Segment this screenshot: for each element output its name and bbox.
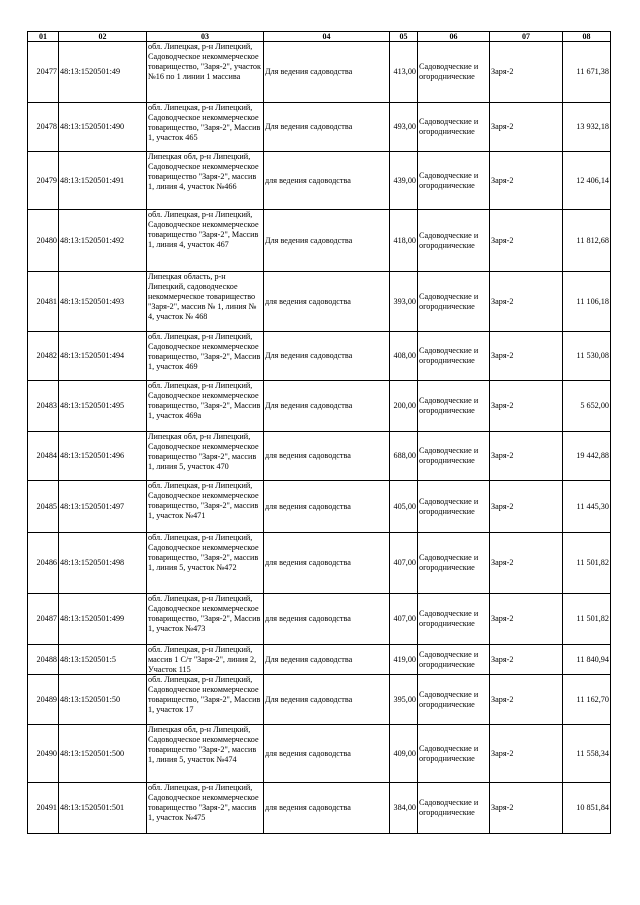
cell-permitted-use: Для ведения садоводства xyxy=(264,210,390,272)
cell-permitted-use: Для ведения садоводства xyxy=(264,103,390,152)
table-row xyxy=(28,210,611,272)
cell-partnership-name: Заря-2 xyxy=(490,783,563,834)
cell-cadastral-value: 11 840,94 xyxy=(563,645,611,675)
cell-permitted-use: Для ведения садоводства xyxy=(264,645,390,675)
cell-partnership-name: Заря-2 xyxy=(490,725,563,783)
table-row xyxy=(28,783,611,834)
cell-land-category: Садоводческие и огороднические xyxy=(418,481,490,533)
cell-area: 407,00 xyxy=(390,533,418,594)
cell-land-category: Садоводческие и огороднические xyxy=(418,332,490,381)
cell-permitted-use: для ведения садоводства xyxy=(264,533,390,594)
cell-land-category: Садоводческие и огороднические xyxy=(418,432,490,481)
table-row xyxy=(28,432,611,481)
cell-land-category: Садоводческие и огороднические xyxy=(418,272,490,332)
cell-permitted-use: для ведения садоводства xyxy=(264,594,390,645)
col-header-07: 07 xyxy=(490,32,563,42)
cell-land-category: Садоводческие и огороднические xyxy=(418,594,490,645)
table-row xyxy=(28,152,611,210)
cell-cadastral-number: 48:13:1520501:501 xyxy=(59,783,147,834)
col-header-06: 06 xyxy=(418,32,490,42)
cell-partnership-name: Заря-2 xyxy=(490,381,563,432)
cell-permitted-use: для ведения садоводства xyxy=(264,152,390,210)
cell-area: 405,00 xyxy=(390,481,418,533)
cell-permitted-use: Для ведения садоводства xyxy=(264,675,390,725)
cell-address: обл. Липецкая, р-н Липецкий, Садоводческое некоммерческое товарищество "Заря-2", массив 1, участок №475 xyxy=(147,783,264,834)
cell-cadastral-number: 48:13:1520501:490 xyxy=(59,103,147,152)
cell-partnership-name: Заря-2 xyxy=(490,533,563,594)
cell-address: обл. Липецкая, р-н Липецкий, массив 1 С/т "Заря-2", линия 2, Участок 115 xyxy=(147,645,264,675)
cell-cadastral-number: 48:13:1520501:497 xyxy=(59,481,147,533)
cell-area: 200,00 xyxy=(390,381,418,432)
cell-cadastral-value: 12 406,14 xyxy=(563,152,611,210)
cell-row-number: 20482 xyxy=(28,332,59,381)
col-header-08: 08 xyxy=(563,32,611,42)
cell-partnership-name: Заря-2 xyxy=(490,594,563,645)
cell-permitted-use: Для ведения садоводства xyxy=(264,381,390,432)
cell-row-number: 20484 xyxy=(28,432,59,481)
cell-permitted-use: для ведения садоводства xyxy=(264,725,390,783)
cell-address: обл. Липецкая, р-н Липецкий, Садоводческое некоммерческое товарищество, "Заря-2", Массив 1, участок №473 xyxy=(147,594,264,645)
cell-address: обл. Липецкая, р-н Липецкий, Садоводческое некоммерческое товарищество, "Заря-2", Массив 1, участок 469а xyxy=(147,381,264,432)
table-row xyxy=(28,332,611,381)
table-row xyxy=(28,533,611,594)
cell-permitted-use: для ведения садоводства xyxy=(264,783,390,834)
col-header-02: 02 xyxy=(59,32,147,42)
cell-cadastral-value: 11 501,82 xyxy=(563,594,611,645)
cell-address: обл. Липецкая, р-н Липецкий, Садоводческое некоммерческое товарищество, "Заря-2", Массив 1, участок 465 xyxy=(147,103,264,152)
table-row xyxy=(28,594,611,645)
cell-row-number: 20481 xyxy=(28,272,59,332)
cell-cadastral-value: 11 671,38 xyxy=(563,42,611,103)
col-header-01: 01 xyxy=(28,32,59,42)
cell-row-number: 20477 xyxy=(28,42,59,103)
cell-cadastral-value: 11 162,70 xyxy=(563,675,611,725)
col-header-04: 04 xyxy=(264,32,390,42)
table-row xyxy=(28,725,611,783)
cell-land-category: Садоводческие и огороднические xyxy=(418,725,490,783)
cell-cadastral-number: 48:13:1520501:500 xyxy=(59,725,147,783)
cell-row-number: 20479 xyxy=(28,152,59,210)
cell-address: обл. Липецкая, р-н Липецкий, Садоводческое некоммерческое товарищество, "Заря-2", массив 1, участок №471 xyxy=(147,481,264,533)
cell-area: 393,00 xyxy=(390,272,418,332)
cell-cadastral-value: 11 812,68 xyxy=(563,210,611,272)
col-header-03: 03 xyxy=(147,32,264,42)
cell-cadastral-number: 48:13:1520501:49 xyxy=(59,42,147,103)
header-row xyxy=(28,32,611,42)
cell-address: Липецкая обл, р-н Липецкий, Садоводческое некоммерческое товарищество "Заря-2", массив 1, линия 5, участок 470 xyxy=(147,432,264,481)
cell-row-number: 20486 xyxy=(28,533,59,594)
table-row xyxy=(28,645,611,675)
cell-land-category: Садоводческие и огороднические xyxy=(418,783,490,834)
cell-land-category: Садоводческие и огороднические xyxy=(418,152,490,210)
table-row xyxy=(28,103,611,152)
cell-partnership-name: Заря-2 xyxy=(490,675,563,725)
cell-partnership-name: Заря-2 xyxy=(490,481,563,533)
cell-cadastral-number: 48:13:1520501:50 xyxy=(59,675,147,725)
cell-cadastral-value: 11 106,18 xyxy=(563,272,611,332)
cell-address: Липецкая обл, р-н Липецкий, Садоводческое некоммерческое товарищество "Заря-2", массив 1, линия 5, участок №474 xyxy=(147,725,264,783)
cell-partnership-name: Заря-2 xyxy=(490,432,563,481)
cell-row-number: 20490 xyxy=(28,725,59,783)
cell-permitted-use: для ведения садоводства xyxy=(264,272,390,332)
cell-permitted-use: для ведения садоводства xyxy=(264,481,390,533)
cell-cadastral-number: 48:13:1520501:498 xyxy=(59,533,147,594)
cell-permitted-use: Для ведения садоводства xyxy=(264,332,390,381)
cell-land-category: Садоводческие и огороднические xyxy=(418,210,490,272)
cell-area: 413,00 xyxy=(390,42,418,103)
cell-area: 395,00 xyxy=(390,675,418,725)
cell-cadastral-value: 11 445,30 xyxy=(563,481,611,533)
cell-address: обл. Липецкая, р-н Липецкий, Садоводческое некоммерческое товарищество, "Заря-2", Массив 1, участок 469 xyxy=(147,332,264,381)
cell-area: 493,00 xyxy=(390,103,418,152)
cell-cadastral-value: 10 851,84 xyxy=(563,783,611,834)
table-row xyxy=(28,42,611,103)
cell-cadastral-value: 19 442,88 xyxy=(563,432,611,481)
cell-cadastral-number: 48:13:1520501:496 xyxy=(59,432,147,481)
cell-cadastral-number: 48:13:1520501:494 xyxy=(59,332,147,381)
cell-area: 407,00 xyxy=(390,594,418,645)
cell-partnership-name: Заря-2 xyxy=(490,42,563,103)
cell-cadastral-value: 5 652,00 xyxy=(563,381,611,432)
table-row xyxy=(28,675,611,725)
cell-land-category: Садоводческие и огороднические xyxy=(418,645,490,675)
cell-partnership-name: Заря-2 xyxy=(490,210,563,272)
cell-row-number: 20483 xyxy=(28,381,59,432)
cell-partnership-name: Заря-2 xyxy=(490,272,563,332)
cell-address: обл. Липецкая, р-н Липецкий, Садоводческое некоммерческое товарищество, "Заря-2", Массив 1, участок 17 xyxy=(147,675,264,725)
cell-cadastral-value: 13 932,18 xyxy=(563,103,611,152)
cell-land-category: Садоводческие и огороднические xyxy=(418,381,490,432)
table-row xyxy=(28,272,611,332)
cell-land-category: Садоводческие и огороднические xyxy=(418,675,490,725)
table-body xyxy=(28,42,611,834)
cell-area: 688,00 xyxy=(390,432,418,481)
table-row xyxy=(28,381,611,432)
table-row xyxy=(28,481,611,533)
cell-row-number: 20480 xyxy=(28,210,59,272)
cell-permitted-use: для ведения садоводства xyxy=(264,432,390,481)
cell-address: Липецкая область, р-н Липецкий, садоводческое некоммерческое товарищество "Заря-2", массив № 1, линия № 4, участок № 468 xyxy=(147,272,264,332)
cell-row-number: 20485 xyxy=(28,481,59,533)
cell-land-category: Садоводческие и огороднические xyxy=(418,42,490,103)
cell-cadastral-number: 48:13:1520501:499 xyxy=(59,594,147,645)
land-registry-table xyxy=(27,31,611,834)
cell-land-category: Садоводческие и огороднические xyxy=(418,533,490,594)
cell-address: обл. Липецкая, р-н Липецкий, Садоводческое некоммерческое товарищество "Заря-2", Массив 1, линия 4, участок 467 xyxy=(147,210,264,272)
cell-row-number: 20489 xyxy=(28,675,59,725)
cell-permitted-use: Для ведения садоводства xyxy=(264,42,390,103)
cell-cadastral-number: 48:13:1520501:5 xyxy=(59,645,147,675)
cell-row-number: 20491 xyxy=(28,783,59,834)
cell-cadastral-number: 48:13:1520501:492 xyxy=(59,210,147,272)
cell-address: обл. Липецкая, р-н Липецкий, Садоводческое некоммерческое товарищество, "Заря-2", массив 1, линия 5, участок №472 xyxy=(147,533,264,594)
cell-row-number: 20487 xyxy=(28,594,59,645)
cell-cadastral-value: 11 530,08 xyxy=(563,332,611,381)
cell-cadastral-number: 48:13:1520501:495 xyxy=(59,381,147,432)
cell-row-number: 20488 xyxy=(28,645,59,675)
col-header-05: 05 xyxy=(390,32,418,42)
cell-cadastral-number: 48:13:1520501:493 xyxy=(59,272,147,332)
cell-address: Липецкая обл, р-н Липецкий, Садоводческое некоммерческое товарищество "Заря-2", массив 1, линия 4, участок №466 xyxy=(147,152,264,210)
cell-area: 384,00 xyxy=(390,783,418,834)
cell-area: 409,00 xyxy=(390,725,418,783)
cell-address: обл. Липецкая, р-н Липецкий, Садоводческое некоммерческое товарищество, "Заря-2", участок №16 по 1 линии 1 массива xyxy=(147,42,264,103)
cell-partnership-name: Заря-2 xyxy=(490,645,563,675)
cell-area: 439,00 xyxy=(390,152,418,210)
cell-partnership-name: Заря-2 xyxy=(490,332,563,381)
cell-cadastral-value: 11 558,34 xyxy=(563,725,611,783)
cell-cadastral-value: 11 501,82 xyxy=(563,533,611,594)
cell-partnership-name: Заря-2 xyxy=(490,103,563,152)
cell-area: 418,00 xyxy=(390,210,418,272)
cell-area: 419,00 xyxy=(390,645,418,675)
cell-row-number: 20478 xyxy=(28,103,59,152)
cell-partnership-name: Заря-2 xyxy=(490,152,563,210)
cell-area: 408,00 xyxy=(390,332,418,381)
cell-cadastral-number: 48:13:1520501:491 xyxy=(59,152,147,210)
cell-land-category: Садоводческие и огороднические xyxy=(418,103,490,152)
